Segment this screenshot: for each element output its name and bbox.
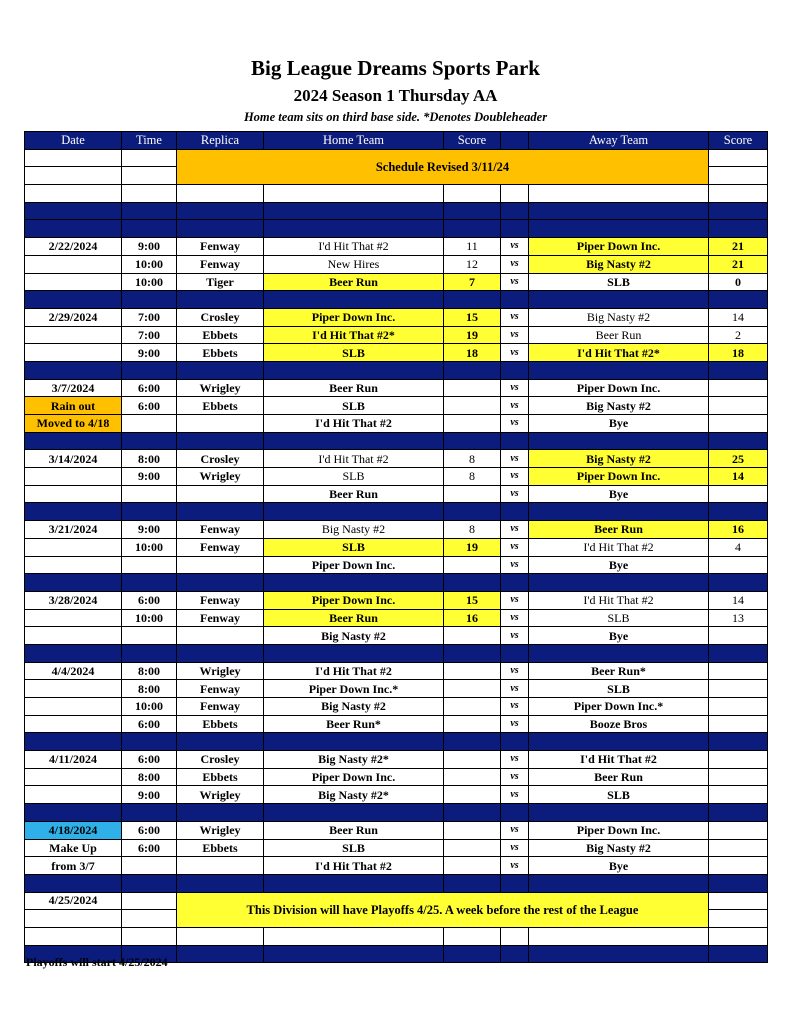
game-time: 6:00 [122, 397, 177, 415]
game-date: Rain out [25, 397, 122, 415]
game-row [25, 698, 768, 716]
col-away-team: Away Team [529, 132, 709, 150]
home-score [444, 627, 501, 645]
game-time: 8:00 [122, 768, 177, 786]
home-score: 16 [444, 609, 501, 627]
game-date [25, 255, 122, 273]
away-score: 14 [709, 468, 768, 486]
game-field: Wrigley [177, 821, 264, 839]
vs-label: vs [501, 521, 529, 539]
game-time [122, 857, 177, 875]
game-time: 8:00 [122, 450, 177, 468]
home-score [444, 715, 501, 733]
game-date: 3/7/2024 [25, 379, 122, 397]
game-date [25, 326, 122, 344]
away-score: 21 [709, 255, 768, 273]
col-home-team: Home Team [264, 132, 444, 150]
game-row [25, 485, 768, 503]
vs-label: vs [501, 468, 529, 486]
home-score [444, 751, 501, 769]
game-row [25, 273, 768, 291]
separator-row [25, 644, 768, 662]
home-team: Big Nasty #2 [264, 627, 444, 645]
separator-row [25, 874, 768, 892]
home-team: Big Nasty #2 [264, 698, 444, 716]
game-row [25, 591, 768, 609]
vs-label: vs [501, 379, 529, 397]
game-time: 9:00 [122, 521, 177, 539]
away-team: I'd Hit That #2* [529, 344, 709, 362]
game-time: 6:00 [122, 751, 177, 769]
away-score [709, 415, 768, 433]
away-team: Beer Run [529, 521, 709, 539]
home-score [444, 857, 501, 875]
game-row [25, 379, 768, 397]
vs-label: vs [501, 308, 529, 326]
game-field: Ebbets [177, 344, 264, 362]
home-score: 7 [444, 273, 501, 291]
game-field: Fenway [177, 680, 264, 698]
away-team: SLB [529, 609, 709, 627]
away-score [709, 556, 768, 574]
game-time: 6:00 [122, 591, 177, 609]
away-team: Big Nasty #2 [529, 255, 709, 273]
away-score [709, 768, 768, 786]
home-score [444, 786, 501, 804]
game-date [25, 627, 122, 645]
home-team: Piper Down Inc. [264, 556, 444, 574]
away-score: 13 [709, 609, 768, 627]
game-field: Fenway [177, 609, 264, 627]
game-field: Fenway [177, 255, 264, 273]
game-row [25, 415, 768, 433]
game-row [25, 450, 768, 468]
game-time: 8:00 [122, 680, 177, 698]
game-row [25, 857, 768, 875]
game-date: from 3/7 [25, 857, 122, 875]
home-team: I'd Hit That #2* [264, 326, 444, 344]
game-date: 3/21/2024 [25, 521, 122, 539]
game-field: Crosley [177, 308, 264, 326]
vs-label: vs [501, 538, 529, 556]
vs-label: vs [501, 821, 529, 839]
col-date: Date [25, 132, 122, 150]
vs-label: vs [501, 662, 529, 680]
home-score [444, 662, 501, 680]
home-team: Big Nasty #2* [264, 786, 444, 804]
home-score: 11 [444, 238, 501, 256]
home-score [444, 698, 501, 716]
game-time: 9:00 [122, 238, 177, 256]
home-team: Beer Run [264, 485, 444, 503]
home-team: Piper Down Inc. [264, 591, 444, 609]
away-team: Bye [529, 485, 709, 503]
vs-label: vs [501, 556, 529, 574]
game-row [25, 786, 768, 804]
away-team: Beer Run [529, 326, 709, 344]
home-team: Beer Run [264, 821, 444, 839]
away-score: 14 [709, 591, 768, 609]
vs-label: vs [501, 415, 529, 433]
vs-label: vs [501, 485, 529, 503]
away-score [709, 821, 768, 839]
separator-row [25, 202, 768, 220]
game-date: 2/22/2024 [25, 238, 122, 256]
away-team: Piper Down Inc. [529, 379, 709, 397]
home-team: New Hires [264, 255, 444, 273]
home-team: Piper Down Inc.* [264, 680, 444, 698]
game-field [177, 857, 264, 875]
home-team: SLB [264, 344, 444, 362]
home-score [444, 415, 501, 433]
away-score: 14 [709, 308, 768, 326]
home-team: I'd Hit That #2 [264, 238, 444, 256]
vs-label: vs [501, 591, 529, 609]
col-vs [501, 132, 529, 150]
away-score [709, 786, 768, 804]
game-row [25, 538, 768, 556]
away-score: 0 [709, 273, 768, 291]
game-row [25, 627, 768, 645]
home-team: SLB [264, 397, 444, 415]
page-title: Big League Dreams Sports Park [251, 56, 540, 80]
game-row [25, 821, 768, 839]
separator-row [25, 574, 768, 592]
vs-label: vs [501, 273, 529, 291]
away-score [709, 857, 768, 875]
away-team: Big Nasty #2 [529, 397, 709, 415]
game-row [25, 468, 768, 486]
separator-row [25, 503, 768, 521]
home-team: Big Nasty #2 [264, 521, 444, 539]
home-score [444, 485, 501, 503]
vs-label: vs [501, 609, 529, 627]
home-score [444, 680, 501, 698]
game-row [25, 326, 768, 344]
game-field: Ebbets [177, 768, 264, 786]
game-time: 7:00 [122, 308, 177, 326]
game-time: 9:00 [122, 344, 177, 362]
game-date: 3/14/2024 [25, 450, 122, 468]
away-team: Big Nasty #2 [529, 450, 709, 468]
home-score: 12 [444, 255, 501, 273]
col-time: Time [122, 132, 177, 150]
home-score [444, 768, 501, 786]
home-score: 19 [444, 326, 501, 344]
game-field: Crosley [177, 751, 264, 769]
game-date [25, 786, 122, 804]
game-date [25, 715, 122, 733]
home-score: 8 [444, 468, 501, 486]
home-score [444, 821, 501, 839]
col-replica: Replica [177, 132, 264, 150]
away-score: 16 [709, 521, 768, 539]
col-home-score: Score [444, 132, 501, 150]
game-row [25, 255, 768, 273]
game-date: 4/11/2024 [25, 751, 122, 769]
home-team: I'd Hit That #2 [264, 415, 444, 433]
game-field [177, 415, 264, 433]
separator-row [25, 432, 768, 450]
schedule-table [24, 131, 768, 963]
away-team: Bye [529, 556, 709, 574]
home-score: 8 [444, 521, 501, 539]
page-subtitle: 2024 Season 1 Thursday AA [293, 86, 498, 105]
game-field: Fenway [177, 538, 264, 556]
away-score [709, 698, 768, 716]
game-field: Ebbets [177, 326, 264, 344]
home-score [444, 397, 501, 415]
game-row [25, 715, 768, 733]
footer-note: Playoffs will start 4/25/2024 [26, 955, 168, 969]
game-row [25, 521, 768, 539]
game-time [122, 485, 177, 503]
game-row [25, 662, 768, 680]
game-row [25, 238, 768, 256]
game-row [25, 609, 768, 627]
vs-label: vs [501, 786, 529, 804]
col-away-score: Score [709, 132, 768, 150]
vs-label: vs [501, 344, 529, 362]
game-row [25, 344, 768, 362]
vs-label: vs [501, 751, 529, 769]
home-team: I'd Hit That #2 [264, 857, 444, 875]
home-team: Beer Run* [264, 715, 444, 733]
away-team: Booze Bros [529, 715, 709, 733]
vs-label: vs [501, 255, 529, 273]
away-score [709, 627, 768, 645]
game-time: 6:00 [122, 379, 177, 397]
game-date: 2/29/2024 [25, 308, 122, 326]
game-date [25, 468, 122, 486]
vs-label: vs [501, 839, 529, 857]
table-row [25, 149, 768, 167]
playoff-banner: This Division will have Playoffs 4/25. A week before the rest of the League [177, 892, 709, 927]
away-score [709, 715, 768, 733]
vs-label: vs [501, 397, 529, 415]
separator-row [25, 291, 768, 309]
home-score [444, 839, 501, 857]
game-field: Ebbets [177, 715, 264, 733]
game-field: Tiger [177, 273, 264, 291]
game-time: 6:00 [122, 715, 177, 733]
game-date: 4/4/2024 [25, 662, 122, 680]
away-team: I'd Hit That #2 [529, 751, 709, 769]
away-team: Beer Run* [529, 662, 709, 680]
game-field: Wrigley [177, 468, 264, 486]
separator-row [25, 804, 768, 822]
vs-label: vs [501, 326, 529, 344]
game-row [25, 556, 768, 574]
away-team: Bye [529, 627, 709, 645]
game-date [25, 273, 122, 291]
revised-banner: Schedule Revised 3/11/24 [177, 149, 709, 184]
away-team: Big Nasty #2 [529, 308, 709, 326]
away-team: Bye [529, 415, 709, 433]
home-score: 18 [444, 344, 501, 362]
game-time: 10:00 [122, 538, 177, 556]
home-team: Beer Run [264, 379, 444, 397]
away-score [709, 379, 768, 397]
home-team: Piper Down Inc. [264, 308, 444, 326]
game-time: 10:00 [122, 255, 177, 273]
home-score [444, 556, 501, 574]
home-team: SLB [264, 468, 444, 486]
header-note: Home team sits on third base side. *Denotes Doubleheader [243, 110, 548, 124]
game-field: Fenway [177, 521, 264, 539]
away-team: Piper Down Inc. [529, 238, 709, 256]
home-score [444, 379, 501, 397]
separator-row [25, 361, 768, 379]
away-team: SLB [529, 786, 709, 804]
home-score: 8 [444, 450, 501, 468]
away-team: SLB [529, 273, 709, 291]
game-time: 10:00 [122, 698, 177, 716]
away-score [709, 662, 768, 680]
game-time [122, 556, 177, 574]
separator-row [25, 733, 768, 751]
vs-label: vs [501, 768, 529, 786]
game-date [25, 698, 122, 716]
game-time [122, 415, 177, 433]
game-field [177, 485, 264, 503]
away-score: 25 [709, 450, 768, 468]
game-field: Wrigley [177, 662, 264, 680]
game-time [122, 627, 177, 645]
home-team: Big Nasty #2* [264, 751, 444, 769]
home-score: 15 [444, 308, 501, 326]
game-date: 4/18/2024 [25, 821, 122, 839]
game-date [25, 485, 122, 503]
away-team: Piper Down Inc.* [529, 698, 709, 716]
vs-label: vs [501, 680, 529, 698]
home-score: 15 [444, 591, 501, 609]
playoff-row [25, 892, 768, 910]
game-row [25, 839, 768, 857]
away-score [709, 680, 768, 698]
away-team: SLB [529, 680, 709, 698]
vs-label: vs [501, 238, 529, 256]
game-row [25, 768, 768, 786]
vs-label: vs [501, 698, 529, 716]
game-field: Wrigley [177, 379, 264, 397]
away-score [709, 839, 768, 857]
game-date [25, 680, 122, 698]
game-date [25, 609, 122, 627]
away-team: Piper Down Inc. [529, 821, 709, 839]
game-row [25, 751, 768, 769]
home-score: 19 [444, 538, 501, 556]
away-score: 18 [709, 344, 768, 362]
game-row [25, 308, 768, 326]
away-team: Piper Down Inc. [529, 468, 709, 486]
game-field: Fenway [177, 238, 264, 256]
home-team: Beer Run [264, 273, 444, 291]
table-row [25, 185, 768, 203]
game-date: Make Up [25, 839, 122, 857]
game-field: Ebbets [177, 397, 264, 415]
home-team: Beer Run [264, 609, 444, 627]
game-date [25, 538, 122, 556]
home-team: I'd Hit That #2 [264, 662, 444, 680]
header-row [25, 132, 768, 150]
away-team: Big Nasty #2 [529, 839, 709, 857]
game-field: Fenway [177, 698, 264, 716]
game-date [25, 556, 122, 574]
game-field: Crosley [177, 450, 264, 468]
game-row [25, 397, 768, 415]
game-time: 9:00 [122, 786, 177, 804]
home-team: Piper Down Inc. [264, 768, 444, 786]
away-score [709, 397, 768, 415]
game-time: 7:00 [122, 326, 177, 344]
away-score [709, 751, 768, 769]
home-team: I'd Hit That #2 [264, 450, 444, 468]
table-row [25, 927, 768, 945]
game-date: 3/28/2024 [25, 591, 122, 609]
game-time: 6:00 [122, 821, 177, 839]
game-time: 10:00 [122, 273, 177, 291]
away-score: 21 [709, 238, 768, 256]
away-team: Bye [529, 857, 709, 875]
playoff-date: 4/25/2024 [25, 892, 122, 910]
game-time: 8:00 [122, 662, 177, 680]
game-row [25, 680, 768, 698]
away-score: 4 [709, 538, 768, 556]
away-team: I'd Hit That #2 [529, 591, 709, 609]
game-field [177, 556, 264, 574]
away-score: 2 [709, 326, 768, 344]
away-team: I'd Hit That #2 [529, 538, 709, 556]
game-time: 6:00 [122, 839, 177, 857]
game-date [25, 344, 122, 362]
game-date: Moved to 4/18 [25, 415, 122, 433]
home-team: SLB [264, 839, 444, 857]
vs-label: vs [501, 627, 529, 645]
away-team: Beer Run [529, 768, 709, 786]
home-team: SLB [264, 538, 444, 556]
game-field: Wrigley [177, 786, 264, 804]
game-time: 10:00 [122, 609, 177, 627]
game-field: Ebbets [177, 839, 264, 857]
vs-label: vs [501, 450, 529, 468]
game-field: Fenway [177, 591, 264, 609]
separator-row [25, 220, 768, 238]
vs-label: vs [501, 715, 529, 733]
game-field [177, 627, 264, 645]
game-date [25, 768, 122, 786]
game-time: 9:00 [122, 468, 177, 486]
away-score [709, 485, 768, 503]
vs-label: vs [501, 857, 529, 875]
